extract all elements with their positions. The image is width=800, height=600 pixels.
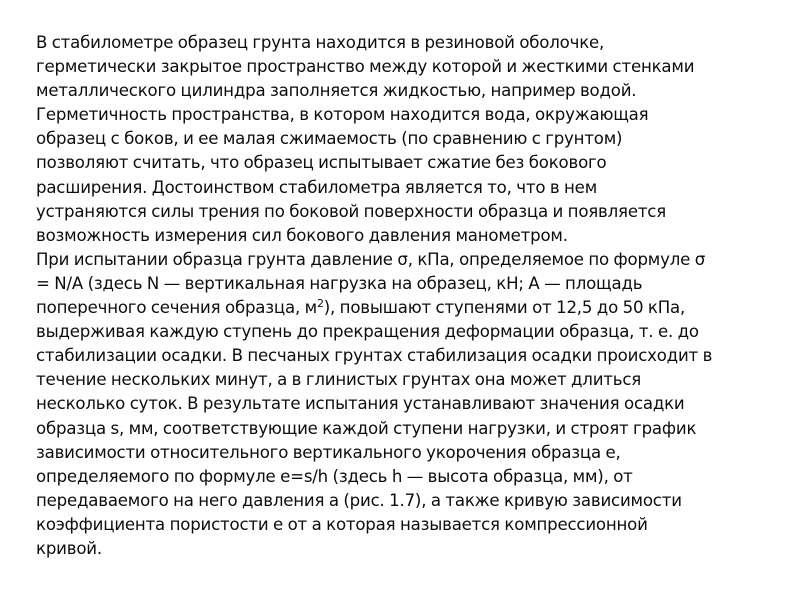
text-line: стабилизации осадки. В песчаных грунтах стабилизация осадки происходит в	[36, 346, 713, 366]
text-line: устраняются силы трения по боковой поверхности образца и появляется	[36, 201, 667, 221]
text-line: металлического цилиндра заполняется жидкостью, например водой.	[36, 81, 637, 101]
body-text	[36, 31, 776, 561]
text-line: определяемого по формуле e=s/h (здесь h — высота образца, мм), от	[36, 466, 633, 486]
text-line: коэффициента пористости е от а которая называется компрессионной	[36, 514, 648, 534]
text-line: возможность измерения сил бокового давления манометром.	[36, 225, 568, 245]
text-line: позволяют считать, что образец испытывает сжатие без бокового	[36, 153, 607, 173]
text-line: Герметичность пространства, в котором находится вода, окружающая	[36, 105, 649, 125]
text-fragment: ), повышают ступенями от 12,5 до 50 кПа,	[323, 298, 686, 318]
text-line: несколько суток. В результате испытания устанавливают значения осадки	[36, 394, 685, 414]
paragraph-stabilometer-description	[36, 31, 776, 248]
text-line: В стабилометре образец грунта находится в резиновой оболочке,	[36, 33, 605, 52]
text-line: течение нескольких минут, а в глинистых грунтах она может длиться	[36, 370, 642, 390]
text-line: образец с боков, и ее малая сжимаемость (по сравнению с грунтом)	[36, 129, 623, 149]
text-line: герметически закрытое пространство между которой и жесткими стенками	[36, 57, 695, 77]
text-line: кривой.	[36, 538, 102, 558]
text-line: передаваемого на него давления а (рис. 1.7), а также кривую зависимости	[36, 490, 682, 510]
text-line: выдерживая каждую ступень до прекращения деформации образца, т. е. до	[36, 322, 699, 342]
superscript: 2	[316, 297, 324, 311]
text-line: образца s, мм, соответствующие каждой ступени нагрузки, и строят график	[36, 418, 697, 438]
text-fragment: поперечного сечения образца, м	[36, 298, 317, 318]
text-line: зависимости относительного вертикального укорочения образца е,	[36, 442, 621, 462]
paragraph-testing-procedure	[36, 248, 776, 561]
text-line: расширения. Достоинством стабилометра является то, что в нем	[36, 177, 598, 197]
text-line-with-superscript	[36, 296, 776, 320]
text-line: = N/A (здесь N — вертикальная нагрузка на образец, кН; А — площадь	[36, 273, 643, 293]
text-line: При испытании образца грунта давление σ, кПа, определяемое по формуле σ	[36, 249, 706, 269]
